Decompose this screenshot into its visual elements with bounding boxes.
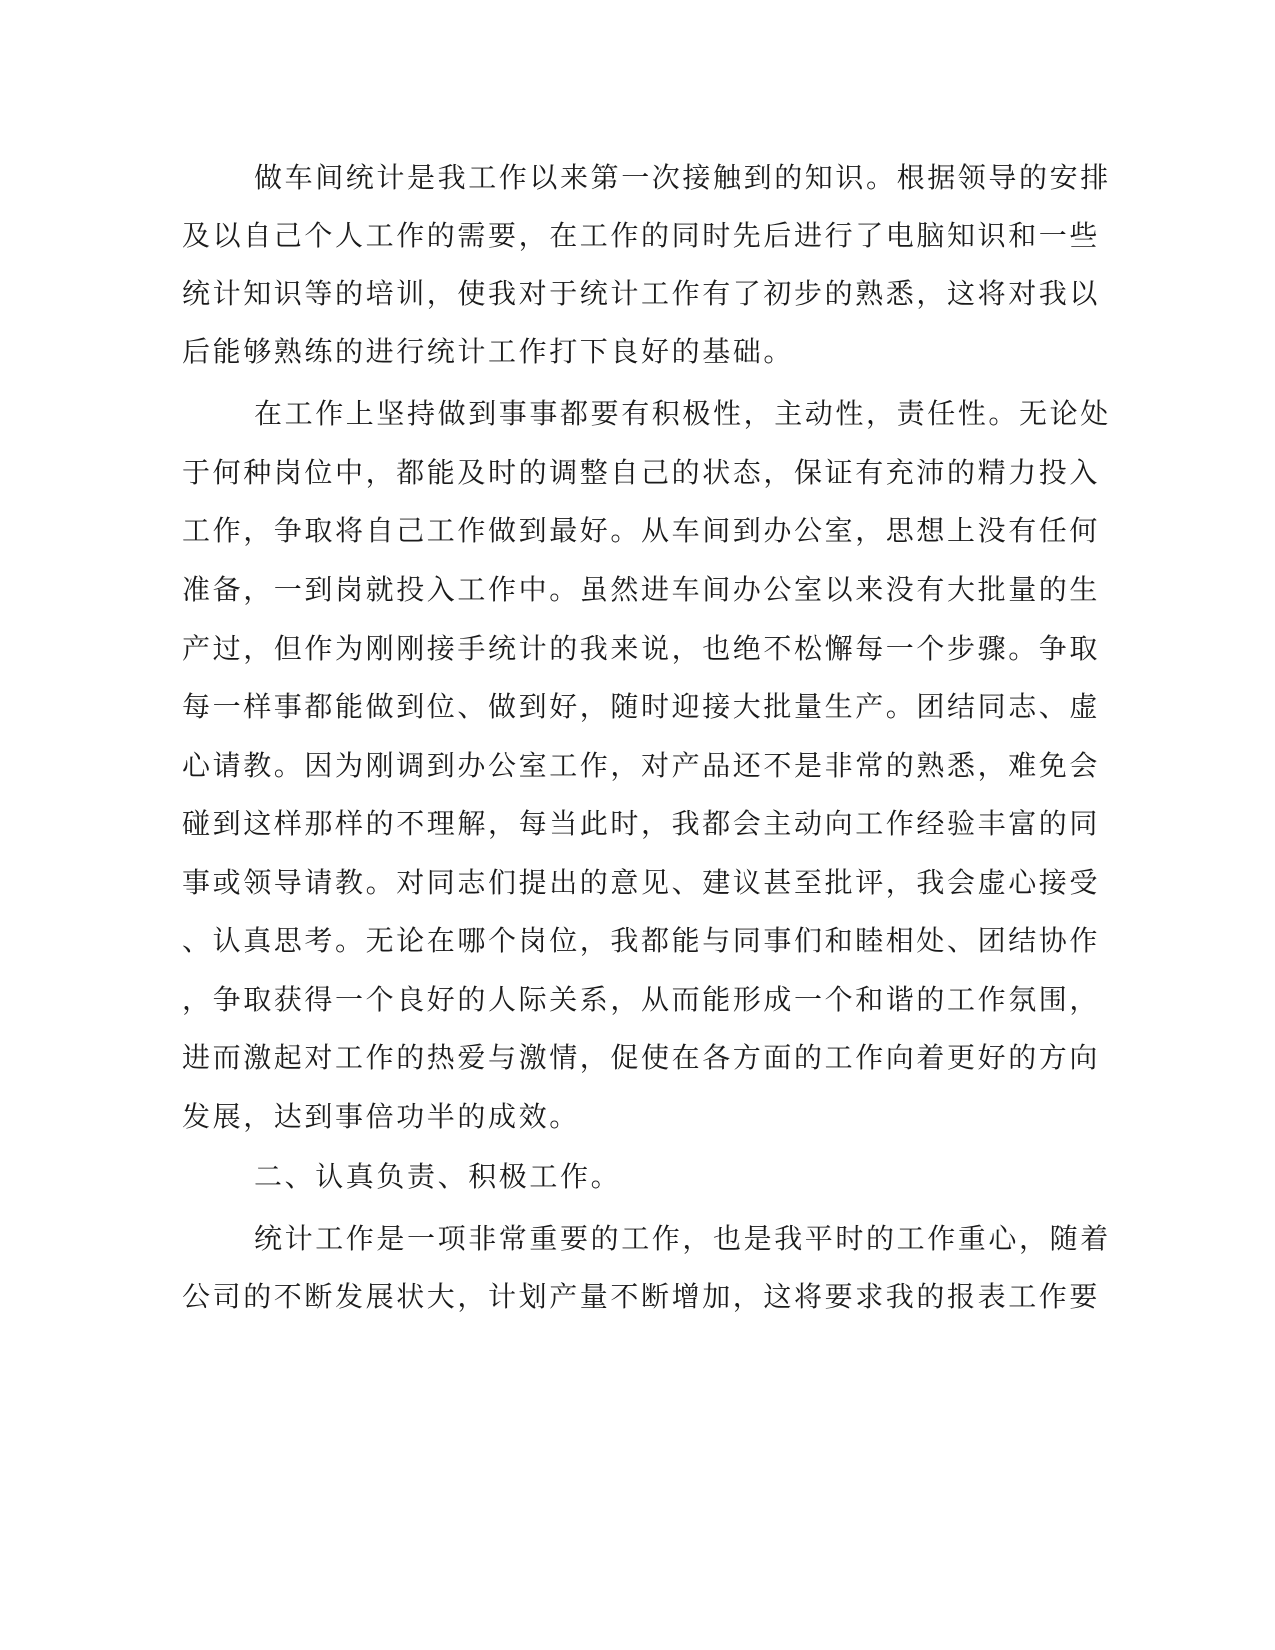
text-line: 事或领导请教。对同志们提出的意见、建议甚至批评，我会虚心接受: [182, 866, 1101, 899]
text-line: 发展，达到事倍功半的成效。: [182, 1100, 580, 1133]
text-line: 二、认真负责、积极工作。: [254, 1160, 622, 1193]
text-line: 心请教。因为刚调到办公室工作，对产品还不是非常的熟悉，难免会: [182, 749, 1101, 782]
text-line: 产过，但作为刚刚接手统计的我来说，也绝不松懈每一个步骤。争取: [182, 632, 1101, 665]
text-line: 进而激起对工作的热爱与激情，促使在各方面的工作向着更好的方向: [182, 1041, 1101, 1074]
text-line: 于何种岗位中，都能及时的调整自己的状态，保证有充沛的精力投入: [182, 456, 1101, 489]
text-line: 准备，一到岗就投入工作中。虽然进车间办公室以来没有大批量的生: [182, 573, 1101, 606]
text-line: 做车间统计是我工作以来第一次接触到的知识。根据领导的安排: [254, 161, 1111, 194]
text-line: 每一样事都能做到位、做到好，随时迎接大批量生产。团结同志、虚: [182, 690, 1101, 723]
text-line: 统计知识等的培训，使我对于统计工作有了初步的熟悉，这将对我以: [182, 277, 1101, 310]
text-line: ，争取获得一个良好的人际关系，从而能形成一个和谐的工作氛围，: [182, 983, 1101, 1016]
text-line: 在工作上坚持做到事事都要有积极性，主动性，责任性。无论处: [254, 397, 1111, 430]
text-line: 工作，争取将自己工作做到最好。从车间到办公室，思想上没有任何: [182, 514, 1101, 547]
text-line: 后能够熟练的进行统计工作打下良好的基础。: [182, 335, 795, 368]
text-line: 及以自己个人工作的需要，在工作的同时先后进行了电脑知识和一些: [182, 219, 1101, 252]
text-line: 公司的不断发展状大，计划产量不断增加，这将要求我的报表工作要: [182, 1280, 1101, 1313]
text-line: 、认真思考。无论在哪个岗位，我都能与同事们和睦相处、团结协作: [182, 924, 1101, 957]
text-line: 统计工作是一项非常重要的工作，也是我平时的工作重心，随着: [254, 1222, 1111, 1255]
text-line: 碰到这样那样的不理解，每当此时，我都会主动向工作经验丰富的同: [182, 807, 1101, 840]
